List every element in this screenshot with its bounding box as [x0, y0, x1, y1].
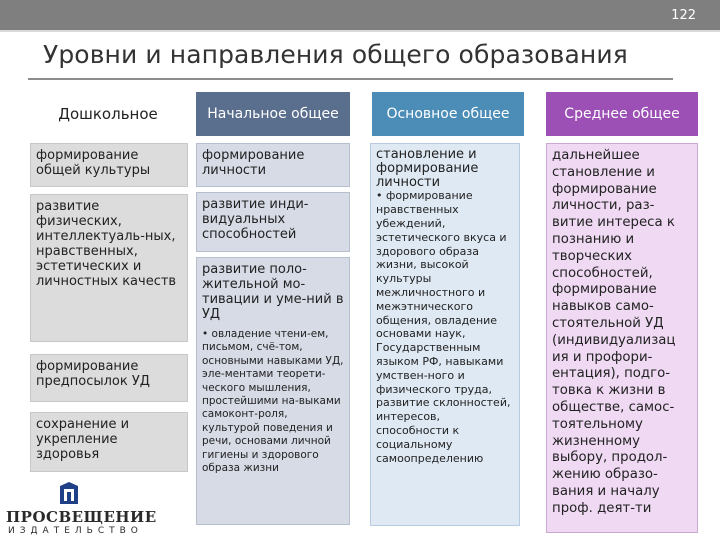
header-preschool: Дошкольное	[28, 92, 188, 136]
preschool-item-prerequisites: формирование предпосылок УД	[30, 354, 188, 402]
primary-item-skills: • овладение чтени-ем, письмом, счё-том, основными навыками УД, эле-ментами теорети-ческого мышления, простейшими на-выками самоконт-роля, культурой поведения и речи, основами личной гигиены и здорового образа жизни	[202, 328, 344, 475]
publisher-emblem-icon	[54, 482, 84, 506]
header-primary: Начальное общее	[196, 92, 350, 136]
basic-column-box	[370, 143, 520, 526]
preschool-item-culture: формирование общей культуры	[30, 143, 188, 187]
page-number: 122	[671, 8, 696, 23]
slide-title: Уровни и направления общего образования	[43, 40, 628, 69]
primary-item-motivation: развитие поло-жительной мо-тивации и уме-ний в УД	[202, 262, 344, 322]
basic-item-details: • формирование нравственных убеждений, эстетического вкуса и здорового образа жизни, высокой культуры межличностного и межэтнического общения, овладение основами наук, Государственным языком РФ, навыками умствен-ного и физического труда, развитие склонностей, интересов, способности к социальному самоопределению	[376, 189, 511, 465]
prosveshchenie-logo	[2, 478, 157, 540]
secondary-item-development: дальнейшее становление и формирование личности, раз-витие интереса к познанию и творческих способностей, формирование навыков само-стоятельной УД (индивидуализац ия и профори-ентация), подго-товка к жизни в обществе, самос-тоятельному жизненному выбору, продол-жению образо-вания и началу проф. деят-ти	[546, 143, 698, 533]
preschool-item-health: сохранение и укрепление здоровья	[30, 412, 188, 472]
primary-item-abilities: развитие инди-видуальных способностей	[196, 192, 350, 252]
header-secondary: Среднее общее	[546, 92, 698, 136]
top-bar	[0, 0, 720, 30]
preschool-item-development: развитие физических, интеллектуаль-ных, нравственных, эстетических и личностных качеств	[30, 194, 188, 342]
top-bar-divider	[0, 30, 720, 32]
primary-item-personality: формирование личности	[196, 143, 350, 187]
basic-item-formation: становление и формирование личности	[376, 147, 479, 190]
logo-subtitle: ИЗДАТЕЛЬСТВО	[8, 526, 143, 536]
logo-wordmark: ПРОСВЕЩЕНИЕ	[6, 508, 157, 526]
title-underline	[28, 78, 673, 80]
header-basic: Основное общее	[372, 92, 524, 136]
primary-item-motivation-group	[196, 257, 350, 525]
